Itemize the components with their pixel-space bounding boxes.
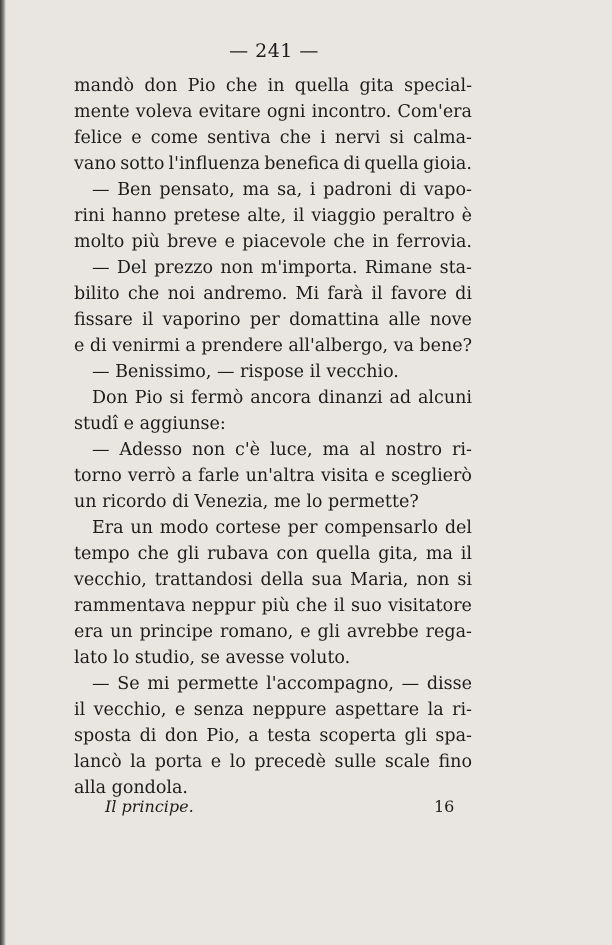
word: benefica — [264, 154, 340, 174]
word: cortese — [215, 518, 281, 538]
word: a — [185, 336, 196, 356]
word: lancò — [74, 752, 122, 772]
word: testa — [267, 726, 311, 746]
word: a — [181, 466, 193, 486]
word: torno — [74, 466, 122, 486]
word: Se — [117, 674, 140, 694]
word: neppure — [252, 700, 327, 720]
word: non — [220, 258, 254, 278]
text-line — [74, 619, 472, 645]
word: sotto — [120, 154, 165, 174]
word: e — [374, 466, 385, 486]
word: rubava — [207, 544, 269, 564]
text-line — [74, 99, 472, 125]
word: di — [455, 284, 472, 304]
word: gli — [404, 726, 427, 746]
word: di — [139, 726, 157, 746]
word: in — [372, 232, 390, 252]
word: più — [261, 596, 290, 616]
word: breve — [167, 232, 218, 252]
word: a — [248, 726, 259, 746]
word: fissare — [74, 310, 133, 330]
word: vaporino — [162, 310, 241, 330]
word: piacevole — [242, 232, 327, 252]
word: peraltro — [382, 206, 455, 226]
word: come — [150, 128, 198, 148]
word: — — [92, 674, 110, 694]
word: principe — [139, 622, 214, 642]
word: — — [92, 440, 110, 460]
word: bene? — [419, 336, 472, 356]
word: il — [333, 596, 345, 616]
word: che — [279, 128, 312, 148]
word: e — [210, 752, 222, 772]
word: del — [444, 518, 472, 538]
word: va — [393, 336, 414, 356]
word: fermò — [191, 388, 244, 408]
word: tempo — [74, 544, 130, 564]
word: incontro. — [311, 102, 392, 122]
word: trattandosi — [154, 570, 253, 590]
word: studî e aggiunse: — [74, 414, 226, 434]
word: porta — [154, 752, 203, 772]
word: il — [371, 284, 383, 304]
word: ri- — [452, 440, 472, 460]
word: al — [359, 440, 376, 460]
signature-mark: Il principe. — [105, 797, 194, 816]
word: di — [343, 154, 361, 174]
word: — Benissimo, — rispose il vecchio. — [92, 362, 399, 382]
word: gita, — [378, 544, 419, 564]
word: all'albergo, — [288, 336, 389, 356]
text-line — [74, 229, 472, 255]
text-line — [74, 177, 472, 203]
word: Don — [92, 388, 128, 408]
word: molto — [74, 232, 125, 252]
word: gli — [317, 622, 340, 642]
word: ri- — [452, 700, 472, 720]
word: ferrovia. — [396, 232, 472, 252]
word: un — [110, 622, 133, 642]
text-line — [74, 307, 472, 333]
text-line — [74, 281, 472, 307]
word: sposta — [74, 726, 132, 746]
word: ad — [389, 388, 412, 408]
text-line — [74, 125, 472, 151]
word: Pio — [134, 388, 163, 408]
word: farà — [327, 284, 364, 304]
word: della — [260, 570, 304, 590]
word: Pio, — [206, 726, 240, 746]
word: rammentava — [74, 596, 186, 616]
text-line — [74, 541, 472, 567]
word: è — [461, 206, 472, 226]
word: mi — [147, 674, 170, 694]
word: Maria, — [350, 570, 409, 590]
word: senza — [193, 700, 244, 720]
word: avrebbe — [346, 622, 419, 642]
sheet-number: 16 — [434, 797, 455, 816]
word: permette — [177, 674, 259, 694]
text-line — [74, 567, 472, 593]
word: don — [144, 76, 178, 96]
word: sa, — [277, 180, 303, 200]
text-line — [74, 463, 472, 489]
word: i — [320, 128, 326, 148]
word: bilito — [74, 284, 120, 304]
word: e — [131, 128, 142, 148]
text-line — [74, 333, 472, 359]
word: romano, — [219, 622, 294, 642]
text-line — [74, 385, 472, 411]
word: in — [267, 76, 285, 96]
word: ma — [425, 544, 453, 564]
word: fino — [438, 752, 472, 772]
word: più — [131, 232, 160, 252]
word: felice — [74, 128, 123, 148]
word: gita — [359, 76, 394, 96]
word: il — [74, 700, 86, 720]
word: vano — [74, 154, 117, 174]
word: mente — [74, 102, 130, 122]
word: e — [74, 336, 85, 356]
word: che — [127, 284, 160, 304]
text-line — [74, 151, 472, 177]
word: il — [142, 310, 154, 330]
text-line — [74, 723, 472, 749]
word: ma — [322, 440, 350, 460]
word: — — [92, 258, 110, 278]
text-line — [74, 255, 472, 281]
word: e — [224, 232, 235, 252]
word: era — [74, 622, 104, 642]
word: che — [333, 232, 365, 252]
word: m'importa. — [260, 258, 358, 278]
text-line — [74, 593, 472, 619]
word: Del — [116, 258, 147, 278]
word: Mi — [295, 284, 320, 304]
word: domattina — [289, 310, 380, 330]
word: un ricordo di Venezia, me lo permette? — [74, 492, 419, 512]
word: nervi — [334, 128, 381, 148]
word: per — [249, 310, 280, 330]
word: andremo. — [203, 284, 288, 304]
word: compensarlo — [324, 518, 439, 538]
word: quella — [315, 544, 371, 564]
word: padroni — [323, 180, 392, 200]
word: — — [92, 180, 110, 200]
word: non — [416, 570, 450, 590]
word: Com'era — [397, 102, 472, 122]
word: dinanzi — [317, 388, 383, 408]
word: sentiva — [207, 128, 271, 148]
word: di — [89, 336, 107, 356]
word: aspettare — [334, 700, 420, 720]
word: alte, — [247, 206, 287, 226]
word: sceglierò — [391, 466, 472, 486]
text-line — [74, 437, 472, 463]
word: — — [401, 674, 420, 694]
word: si — [389, 128, 405, 148]
word: scale — [384, 752, 430, 772]
word: che — [225, 76, 258, 96]
word: mandò — [74, 76, 135, 96]
word: alcuni — [418, 388, 472, 408]
text-line — [74, 749, 472, 775]
word: suo — [351, 596, 382, 616]
word: rini — [74, 206, 105, 226]
word: un — [130, 518, 153, 538]
text-line — [74, 489, 472, 515]
word: venirmi — [112, 336, 180, 356]
word: il — [293, 206, 305, 226]
word: e — [174, 700, 186, 720]
word: Pio — [187, 76, 216, 96]
word: visita — [320, 466, 369, 486]
word: l'accompagno, — [266, 674, 394, 694]
word: Era — [92, 518, 124, 538]
word: sta- — [439, 258, 472, 278]
word: spa- — [435, 726, 472, 746]
text-line — [74, 411, 472, 437]
word: per — [287, 518, 318, 538]
page-footer — [0, 797, 612, 823]
word: nostro — [385, 440, 443, 460]
word: pretese — [173, 206, 241, 226]
word: c'è — [235, 440, 261, 460]
word: ma — [242, 180, 270, 200]
word: visitatore — [388, 596, 472, 616]
word: ogni — [266, 102, 306, 122]
word: rega- — [425, 622, 472, 642]
word: don — [164, 726, 198, 746]
text-line — [74, 515, 472, 541]
word: viaggio — [311, 206, 376, 226]
word: verrò — [127, 466, 176, 486]
word: scoperta — [319, 726, 397, 746]
word: si — [169, 388, 185, 408]
word: voleva — [135, 102, 193, 122]
word: di — [399, 180, 417, 200]
word: quella — [294, 76, 350, 96]
word: favore — [390, 284, 447, 304]
word: vecchio, — [93, 700, 167, 720]
body-text — [74, 73, 472, 801]
word: alla gondola. — [74, 778, 188, 798]
word: quella — [364, 154, 419, 174]
text-line — [74, 203, 472, 229]
word: sulle — [334, 752, 377, 772]
word: lato lo studio, se avesse voluto. — [74, 648, 351, 668]
word: disse — [426, 674, 472, 694]
word: il — [460, 544, 472, 564]
word: che — [295, 596, 328, 616]
word: la — [130, 752, 147, 772]
text-line — [74, 697, 472, 723]
word: ancora — [250, 388, 312, 408]
word: prezzo — [154, 258, 214, 278]
word: alle — [388, 310, 421, 330]
word: non — [192, 440, 226, 460]
page-number: — 241 — — [229, 40, 319, 62]
word: pensato, — [159, 180, 235, 200]
word: si — [457, 570, 472, 590]
word: vecchio, — [74, 570, 147, 590]
word: con — [276, 544, 309, 564]
word: gioia. — [422, 154, 472, 174]
word: che — [137, 544, 169, 564]
word: modo — [159, 518, 209, 538]
word: Adesso — [119, 440, 183, 460]
word: hanno — [111, 206, 167, 226]
word: i — [309, 180, 316, 200]
text-line — [74, 645, 472, 671]
text-line — [74, 359, 472, 385]
word: gli — [176, 544, 200, 564]
word: un'altra — [245, 466, 315, 486]
text-line — [74, 671, 472, 697]
word: farle — [198, 466, 240, 486]
text-line — [74, 73, 472, 99]
word: lo — [229, 752, 246, 772]
word: neppur — [191, 596, 256, 616]
word: prendere — [201, 336, 283, 356]
word: special- — [404, 76, 472, 96]
word: precedè — [254, 752, 326, 772]
word: sua — [311, 570, 343, 590]
word: calma- — [413, 128, 472, 148]
word: Ben — [117, 180, 152, 200]
word: Rimane — [364, 258, 433, 278]
word: vapo- — [423, 180, 472, 200]
word: e — [300, 622, 311, 642]
word: noi — [167, 284, 195, 304]
word: l'influenza — [168, 154, 261, 174]
word: nove — [429, 310, 472, 330]
word: evitare — [198, 102, 261, 122]
word: luce, — [269, 440, 313, 460]
word: la — [427, 700, 444, 720]
